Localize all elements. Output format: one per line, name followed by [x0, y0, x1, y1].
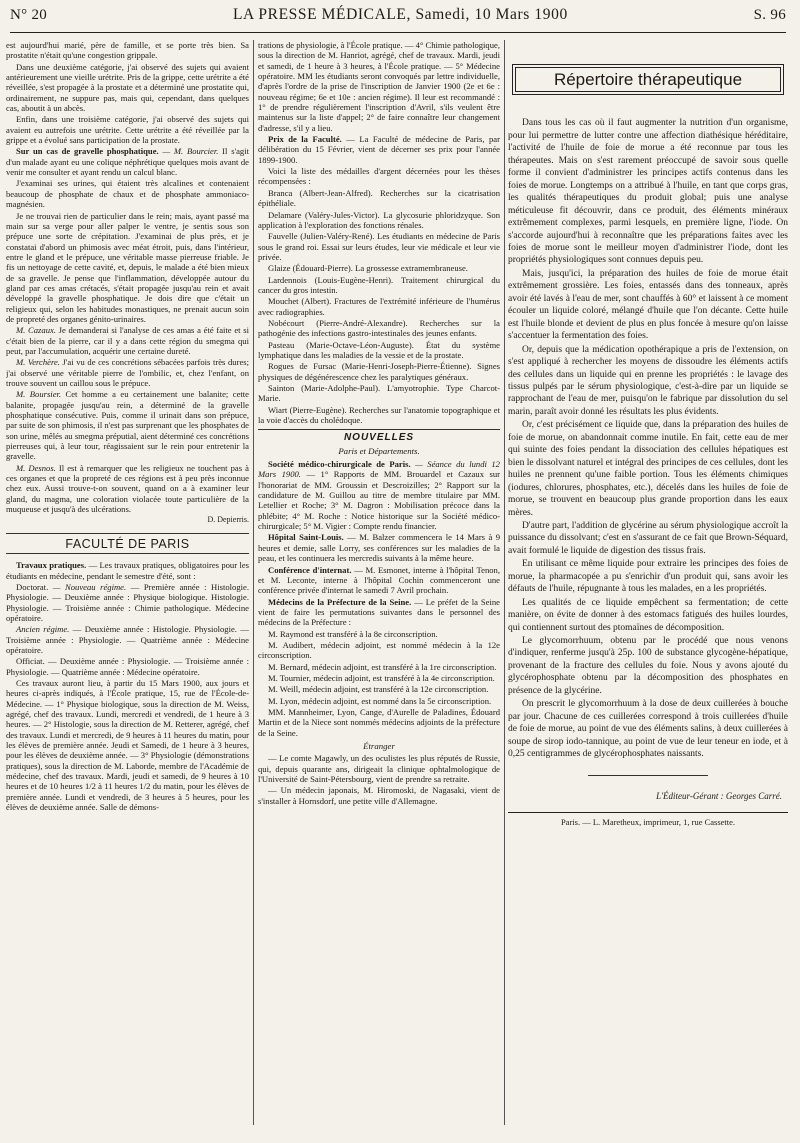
- list-item: Lardennois (Louis-Eugène-Henri). Traitement chirurgical du cancer du gros intestin.: [258, 274, 500, 295]
- paragraph: [6, 624, 249, 655]
- column-1: [6, 40, 249, 1127]
- paragraph: trations de physiologie, à l'École pratique. — 4° Chimie pathologique, sous la direction de M. Hanriot, agrégé, chef de travaux. Mardi, jeudi et samedi, de 1 heure à 3 heures, à l'École pratique. — 5° Médecine opératoire. MM les étudiants seront convoqués par lettre individuelle, d'après l'ordre de la prise de l'inscription de Janvier 1900 (2e et 6e : nouveau régime; 6e et 10e : ancien régime). Il leur est recommandé : 1° de prendre régulièrement l'inscription d'Avril, s'ils veulent être maintenus sur la liste d'appel; 2° de faire connaître leur changement d'adresse, s'il y a lieu.: [258, 40, 500, 133]
- paragraph: [6, 582, 249, 623]
- paragraph: [6, 463, 249, 515]
- text: — Les travaux pratiques, obligatoires pour les étudiants en médecine, pendant le semestre d'été, sont :: [6, 560, 249, 581]
- paragraph: Dans une deuxième catégorie, j'ai observé des sujets qui avaient antérieurement une vieille urétrite. Pris de la grippe, cette urétrite a été réveillée, s'est propagée à la prostate et a déterminé une prostatite qui, ordinairement, ne suppure pas, mais qui, cependant, dans quelques cas, aboutit à un abcès.: [6, 61, 249, 114]
- paragraph: [258, 134, 500, 165]
- signature: D. Depierris.: [207, 515, 249, 525]
- text: Il est à remarquer que les religieux ne touchent pas à ces organes et que la propreté de ces régions est à peu près inconnue chez eux. Aussi trouve-t-on souvent, quand on a à examiner leur gland, du magma, une coloration violacée toute particulière de la muqueuse et jusqu'à des ulcérations.: [6, 462, 249, 515]
- paragraph: [258, 565, 500, 596]
- list-item: Glaize (Édouard-Pierre). La grossesse extramembraneuse.: [268, 263, 468, 274]
- list-item: — Un médecin japonais, M. Hiromoski, de Nagasaki, vient de s'installer à Hornsdorf, une petite ville d'Allemagne.: [258, 785, 500, 806]
- column-2: [258, 40, 500, 1127]
- paragraph: [6, 357, 249, 388]
- nouvelles-heading: NOUVELLES: [343, 432, 415, 444]
- paragraph: On prescrit le glycomorrhuum à la dose de deux cuillerées à bouche par jour. Chacune de ces cuillerées correspond à trois cuillerées d'huile de foie de morue, au point de vue des éléments salins, à deux cuillerées à soupe de sirop iodo-tannique, au point de vue de leur teneur en iode, et à 0,25 centigrammes de glycérophosphates naissants.: [508, 699, 788, 760]
- text: — 1° Rapports de MM. Brouardel et Cazaux sur l'honorariat de MM. Groussin et Descroizilles; 2° Rapport sur la candidature de M. Guillou au titre de membre titulaire par MM. Letellier et Roche; 3° M. Dagron : Mobilisation précoce dans la phlébite; 4° M. Roche : Notice historique sur la Société médico-chirurgicale; 5° M. Vigier : Compte rendu financier.: [258, 469, 500, 532]
- editor-line: L'Éditeur-Gérant : Georges Carré.: [656, 790, 782, 801]
- paragraph: Ces travaux auront lieu, à partir du 15 Mars 1900, aux jours et heures ci-après indiqués, à l'École pratique, 15, rue de l'École-de-Médecine. — 1° Physique biologique, sous la direction de M. Weiss, agrégé, chef des travaux. Lundi, mercredi et vendredi, de 1 heure à 3 heures. — 2° Histologie, sous la direction de M. Retterer, agrégé, chef des travaux. Lundi et mercredi, de 9 heures à 11 heures du matin, pour les élèves de première année. Jeudi et Samedi, de 1 heure à 3 heures, pour les élèves de deuxième année. — 3° Physiologie (démonstrations pratiques), sous la direction de M. Laborde, membre de l'Académie de médecine, chef des travaux. Mardi, jeudi et samedi, de 9 heures à 10 heures et de 10 heures 1/2 à 11 heures 1/2 du matin, pour les élèves de première année. Lundi et vendredi, de 3 heures à 5 heures, pour les élèves de deuxième année. Salle de démons-: [6, 677, 249, 813]
- text: Je demanderai si l'analyse de ces amas a été faite et si c'était bien de la pierre, car il y a dans cette région du smegma qui peut, par l'accumulation, acquérir une certaine dureté.: [6, 325, 249, 356]
- speaker: M. Verchère.: [16, 357, 60, 368]
- paragraph: Voici la liste des médailles d'argent décernées pour les thèses récompensées :: [258, 166, 500, 187]
- paragraph: [6, 560, 249, 581]
- column-rule-1: [253, 40, 254, 1125]
- list-item: M. Raymond est transféré à la 8e circonscription.: [268, 628, 438, 639]
- text: — Deuxième année : Physiologie. — Troisième année : Physiologie. — Quatrième année : Médecine opératoire.: [6, 656, 249, 677]
- list-item: Nobécourt (Pierre-André-Alexandre). Recherches sur la pathogénie des infections gastro-intestinales des jeunes enfants.: [258, 317, 500, 339]
- paragraph: [258, 459, 500, 531]
- paragraph: Les qualités de ce liquide empêchent sa fermentation; de cette manière, on évite de donner à des estomacs fatigués des huiles lourdes, qui contiennent surtout des ptomaïnes de décomposition.: [508, 597, 788, 633]
- list-item: Sainton (Marie-Adolphe-Paul). L'amyotrophie. Type Charcot-Marie.: [258, 383, 500, 404]
- author: — M. Bourcier.: [158, 146, 219, 157]
- date: — Séance du lundi 12 Mars 1900.: [258, 459, 500, 480]
- speaker: M. Boursier.: [16, 389, 62, 400]
- page-number: S. 96: [753, 7, 786, 23]
- text: — M. Balzer commencera le 14 Mars à 9 heures et demie, salle Lorry, ses conférences sur les maladies de la peau, et les continuera les mercredis suivants à la même heure.: [258, 532, 500, 564]
- paragraph: [258, 597, 500, 628]
- column-rule-2: [504, 40, 505, 1125]
- newspaper-title: LA PRESSE MÉDICALE, Samedi, 10 Mars 1900: [232, 6, 568, 23]
- section-heading: Sur un cas de gravelle phosphatique.: [16, 146, 159, 157]
- section-heading: Médecins de la Préfecture de la Seine.: [268, 596, 412, 607]
- issue-number: N° 20: [10, 7, 48, 23]
- section-heading: Société médico-chirurgicale de Paris.: [268, 459, 411, 470]
- text: — La Faculté de médecine de Paris, par délibération du 15 Février, vient de décerner ses prix pour l'année 1899-1900.: [258, 134, 500, 165]
- paragraph: J'examinai ses urines, qui étaient très alcalines et contenaient beaucoup de phosphate de chaux et de phosphate ammoniaco-magnésien.: [6, 178, 249, 210]
- faculte-heading-box: FACULTÉ DE PARIS: [6, 533, 249, 554]
- list-item: Delamare (Valéry-Jules-Victor). La glycosurie phloridzyque. Son application à l'exploration des fonctions rénales.: [258, 209, 500, 230]
- text: Il s'agit d'un malade ayant eu une colique néphrétique quelques mois avant de venir me consulter et ayant rendu un calcul blanc.: [6, 146, 249, 178]
- text: Cet homme a eu certainement une balanite; cette balanite, propagée jusqu'au rein, a déterminé de la gravelle phosphatique consécutive. Puis, comme il urinait dans son prépuce, par suite de son phimosis, il n'est pas surprenant que les phosphates de son urine, mêlés au smegma préputial, aient déterminé ces concrétions pierreuses qui, à leur tour, réagissaient sur le rein pour entretenir la gravelle.: [6, 389, 249, 462]
- printer-line: Paris. — L. Maretheux, imprimeur, 1, rue Cassette.: [560, 817, 736, 828]
- list-item: M. Bernard, médecin adjoint, est transféré à la 1re circonscription.: [268, 661, 497, 672]
- speaker: M. Cazaux.: [16, 325, 56, 336]
- text: — M. Esmonet, interne à l'hôpital Tenon, et M. Leconte, interne à l'hôpital Cochin commenceront une conférence privée d'internat le samedi 7 Avril prochain.: [258, 564, 500, 596]
- divider: [258, 429, 500, 430]
- list-item: Pasteau (Marie-Octave-Léon-Auguste). État du système lymphatique dans les maladies de la vessie et de la prostate.: [258, 339, 500, 360]
- list-item: M. Weill, médecin adjoint, est transféré à la 12e circonscription.: [268, 684, 489, 695]
- paragraph: est aujourd'hui marié, père de famille, et se porte très bien. Sa prostatite n'était qu'une congestion grippale.: [6, 40, 249, 61]
- paragraph: D'autre part, l'addition de glycérine au sérum physiologique accroît la puissance du dissolvant; c'est en s'assurant de ce fait que Brown-Séquard, avait formulé le liquide de digestion des tissus frais.: [508, 520, 788, 556]
- etranger-heading: Étranger: [363, 741, 395, 751]
- paragraph: Enfin, dans une troisième catégorie, j'ai observé des sujets qui avaient eu autrefois une urétrite. Cette urétrite a été réveillée par la grippe et a évolué sans participation de la prostate.: [6, 114, 249, 146]
- text: — Deuxième année : Histologie. Physiologie. — Troisième année : Physiologie. — Quatrième année : Médecine opératoire.: [6, 624, 249, 655]
- paragraph: [6, 146, 249, 177]
- label: Doctorat.: [16, 581, 49, 592]
- list-item: Rogues de Fursac (Marie-Henri-Joseph-Pierre-Étienne). Signes physiques de dégénérescence chez les paralytiques généraux.: [258, 361, 500, 382]
- speaker: M. Desnos.: [16, 462, 56, 473]
- text: — Première année : Histologie. Physiologie. — Deuxième année : Physique biologique. Histologie. Physiologie. — Troisième année : Chimie pathologique. Médecine opératoire.: [6, 581, 249, 623]
- section-heading: Conférence d'internat.: [268, 564, 352, 575]
- paragraph: Or, depuis que la médication opothérapique a pris de l'extension, on s'est appliqué à rechercher les moyens de dissoudre les éléments actifs des cellules dans un liquide qui en prenne les propriétés : le lavage des tissus pulpés par le sérum physiologique, c'est-à-dire par un liquide se rapprochant de l'eau de mer, puisqu'on le fabrique par dissolution du sel marin, paraît avoir donné les résultats les plus évidents.: [508, 344, 788, 417]
- paragraph: [258, 532, 500, 563]
- list-item: Branca (Albert-Jean-Alfred). Recherches sur la cicatrisation épithéliale.: [258, 187, 500, 209]
- label: Ancien régime.: [16, 624, 70, 635]
- label: Officiat.: [16, 656, 45, 667]
- regime: — Nouveau régime.: [48, 581, 127, 592]
- section-heading: Travaux pratiques.: [16, 560, 87, 571]
- text: J'ai vu de ces concrétions sébacées parfois très dures; j'ai observé une véritable pierre de l'ombilic, et, chez l'enfant, on trouve souvent un caillou sous le prépuce.: [6, 357, 249, 388]
- list-item: Mouchet (Albert). Fractures de l'extrémité inférieure de l'humérus avec radiographies.: [258, 296, 500, 317]
- text: — Le préfet de la Seine vient de faire les permutations suivantes dans le personnel des médecins de la Préfecture :: [258, 596, 500, 628]
- paragraph: [6, 656, 249, 677]
- column-3: [508, 40, 788, 1127]
- nouvelles-subheading: Paris et Départements.: [338, 445, 420, 456]
- section-heading: Prix de la Faculté.: [268, 134, 342, 145]
- paragraph: Dans tous les cas où il faut augmenter la nutrition d'un organisme, pour lui permettre de lutter contre une affection diathésique héréditaire, l'activité de l'huile de foie de morue a été reconnue par tous les thérapeutes. Mais on s'est rarement préoccupé de savoir sous quelle forme il convient d'administrer les principes actifs contenus dans les foies de morue. Longtemps on a attribué à l'huile, en tant que corps gras, les qualités thérapeutiques du produit global; puis une analyse méticuleuse fit découvrir, dans ce produit, des éléments minéraux extrêmement complexes, parmi lesquels, en première ligne, l'iode. On s'accorde aujourd'hui à reconnaître que les préparations faites avec les foies de morue sont le meilleur moyen d'administrer l'iode, dont les propriétés physiologiques sont connues depuis peu.: [508, 118, 788, 266]
- masthead: [10, 6, 786, 33]
- paragraph: Mais, jusqu'ici, la préparation des huiles de foie de morue était extrêmement grossière. Les foies, entassés dans des tonneaux, après avoir été lavés à l'eau de mer, sont chauffés à 60° et laissent à ce moment écouler un liquide coloré, mélangé d'huile que l'on décante. Cette huile est l'huile blonde et devient de plus en plus foncée à mesure qu'on laisse s'accentuer la fermentation des foies.: [508, 268, 788, 342]
- section-heading: Hôpital Saint-Louis.: [268, 532, 344, 543]
- list-item: — Le comte Magawly, un des oculistes les plus réputés de Russie, qui, depuis quarante ans, dirigeait la clinique ophtalmologique de l'Université de Saint-Pétersbourg, vient de prendre sa retraite.: [258, 753, 500, 785]
- list-item: M. Tournier, médecin adjoint, est transféré à la 4e circonscription.: [268, 672, 495, 683]
- divider: [588, 775, 708, 776]
- list-item: M. Lyon, médecin adjoint, est nommé dans la 5e circonscription.: [268, 695, 492, 706]
- list-item: MM. Mannheimer, Lyon, Cange, d'Aurelle de Paladines, Édouard Martin et de la Niece sont nommés médecins adjoints de la préfecture de la Seine.: [258, 706, 500, 738]
- paragraph: En utilisant ce même liquide pour extraire les principes des foies de morue, la pharmacopée a pu s'enrichir d'un produit qui, sans avoir les défauts de l'huile, répugnante à tous les malades, en a les propriétés.: [508, 559, 788, 595]
- paragraph: Le glycomorrhuum, obtenu par le procédé que nous venons d'indiquer, renferme jusqu'à 25p. 100 de substance glycogène-hépatique, provenant de la fracture des cellules du foie. Nous y avons ajouté du glycérophosphate obtenu par la décomposition des phosphates en présence de la glycérine.: [508, 636, 788, 696]
- list-item: M. Audibert, médecin adjoint, est nommé médecin à la 12e circonscription.: [258, 639, 500, 661]
- paragraph: [6, 389, 249, 461]
- paragraph: Or, c'est précisément ce liquide que, dans la préparation des huiles de foie de morue, on abandonnait comme inutile. En fait, cette eau de mer qui suinte des foies pendant la dissociation des cellules hépatiques est bien le dissolvant naturel et intégral des principes de ces cellules, dont les huiles ne prennent qu'une faible portion. Tous les éléments chimiques (iodures, chlorures, phosphates, etc.), décelés dans les huiles de foie de morue, se trouvent en beaucoup plus grande proportion dans les eaux mères.: [508, 420, 788, 518]
- repertoire-title-box: Répertoire thérapeutique: [512, 64, 784, 95]
- list-item: Wiart (Pierre-Eugène). Recherches sur l'anatomie topographique et la voie d'accès du cholédoque.: [258, 404, 500, 426]
- paragraph: [6, 325, 249, 356]
- list-item: Fauvelle (Julien-Valéry-René). Les étudiants en médecine de Paris sous le grand roi. Essai sur leurs études, leur vie médicale et leur vie privée.: [258, 231, 500, 262]
- divider: [508, 812, 788, 813]
- paragraph: Je ne trouvai rien de particulier dans le rein; mais, ayant passé ma main sur sa verge pour aller palper le ventre, je sentis sous son prépuce une sorte de crépitation. J'examinai de plus près, et je constatai d'abord un phimosis avec méat étroit, puis, dans l'intérieur, entre le gland et le prépuce, une véritable masse pierreuse friable. Je fis un nettoyage de cette cavité, et, depuis, le malade a été bien mieux de sa gravelle. Je pense que l'inflammation, développée autour du gland par ces amas crétacés, s'était propagée jusqu'au rein et avait développé la gravelle phosphatique. Je dois dire que c'était un religieux qui, selon les habitudes monastiques, ne prenait aucun soin de propreté des organes génito-urinaires.: [6, 210, 249, 324]
